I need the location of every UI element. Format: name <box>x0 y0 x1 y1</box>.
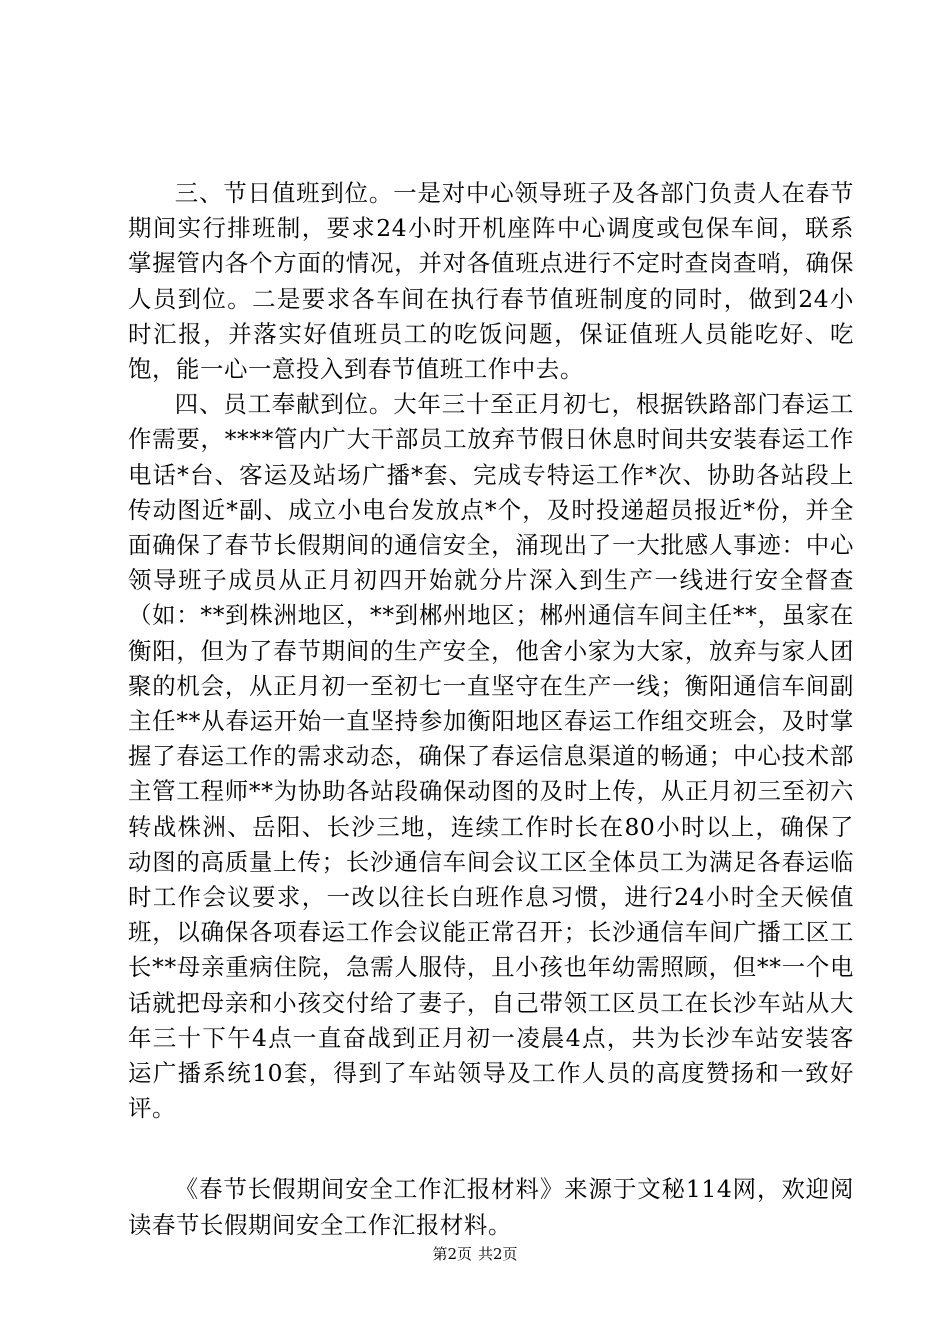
source-note: 《春节长假期间安全工作汇报材料》来源于文秘114网，欢迎阅读春节长假期间安全工作汇报材料。 <box>128 1175 854 1239</box>
paragraph-holiday-duty: 三、节日值班到位。一是对中心领导班子及各部门负责人在春节期间实行排班制，要求24小时开机座阵中心调度或包保车间，联系掌握管内各个方面的情况，并对各值班点进行不定时查岗查哨，确保人员到位。二是要求各车间在执行春节值班制度的同时，做到24小时汇报，并落实好值班员工的吃饭问题，保证值班人员能吃好、吃饱，能一心一意投入到春节值班工作中去。 <box>128 179 854 384</box>
document-body <box>128 176 854 1243</box>
page-total: 共2页 <box>478 1245 518 1263</box>
page-number: 第2页 <box>432 1245 472 1263</box>
page-footer <box>0 1244 950 1264</box>
paragraph-staff-dedication: 四、员工奉献到位。大年三十至正月初七，根据铁路部门春运工作需要，****管内广大干部员工放弃节假日休息时间共安装春运工作电话*台、客运及站场广播*套、完成专特运工作*次、协助各站段上传动图近*副、成立小电台发放点*个，及时投递超员报近*份，并全面确保了春节长假期间的通信安全，涌现出了一大批感人事迹：中心领导班子成员从正月初四开始就分片深入到生产一线进行安全督查（如：**到株洲地区，**到郴州地区；郴州通信车间主任**，虽家在衡阳，但为了春节期间的生产安全，他舍小家为大家，放弃与家人团聚的机会，从正月初一至初七一直坚守在生产一线；衡阳通信车间副主任**从春运开始一直坚持参加衡阳地区春运工作组交班会，及时掌握了春运工作的需求动态，确保了春运信息渠道的畅通；中心技术部主管工程师**为协助各站段确保动图的及时上传，从正月初三至初六转战株洲、岳阳、长沙三地，连续工作时长在80小时以上，确保了动图的高质量上传；长沙通信车间会议工区全体员工为满足各春运临时工作会议要求，一改以往长白班作息习惯，进行24小时全天候值班，以确保各项春运工作会议能正常召开；长沙通信车间广播工区工长**母亲重病住院，急需人服侍，且小孩也年幼需照顾，但**一个电话就把母亲和小孩交付给了妻子，自己带领工区员工在长沙车站从大年三十下午4点一直奋战到正月初一凌晨4点，共为长沙车站安装客运广播系统10套，得到了车站领导及工作人员的高度赞扬和一致好评。 <box>128 390 854 1123</box>
